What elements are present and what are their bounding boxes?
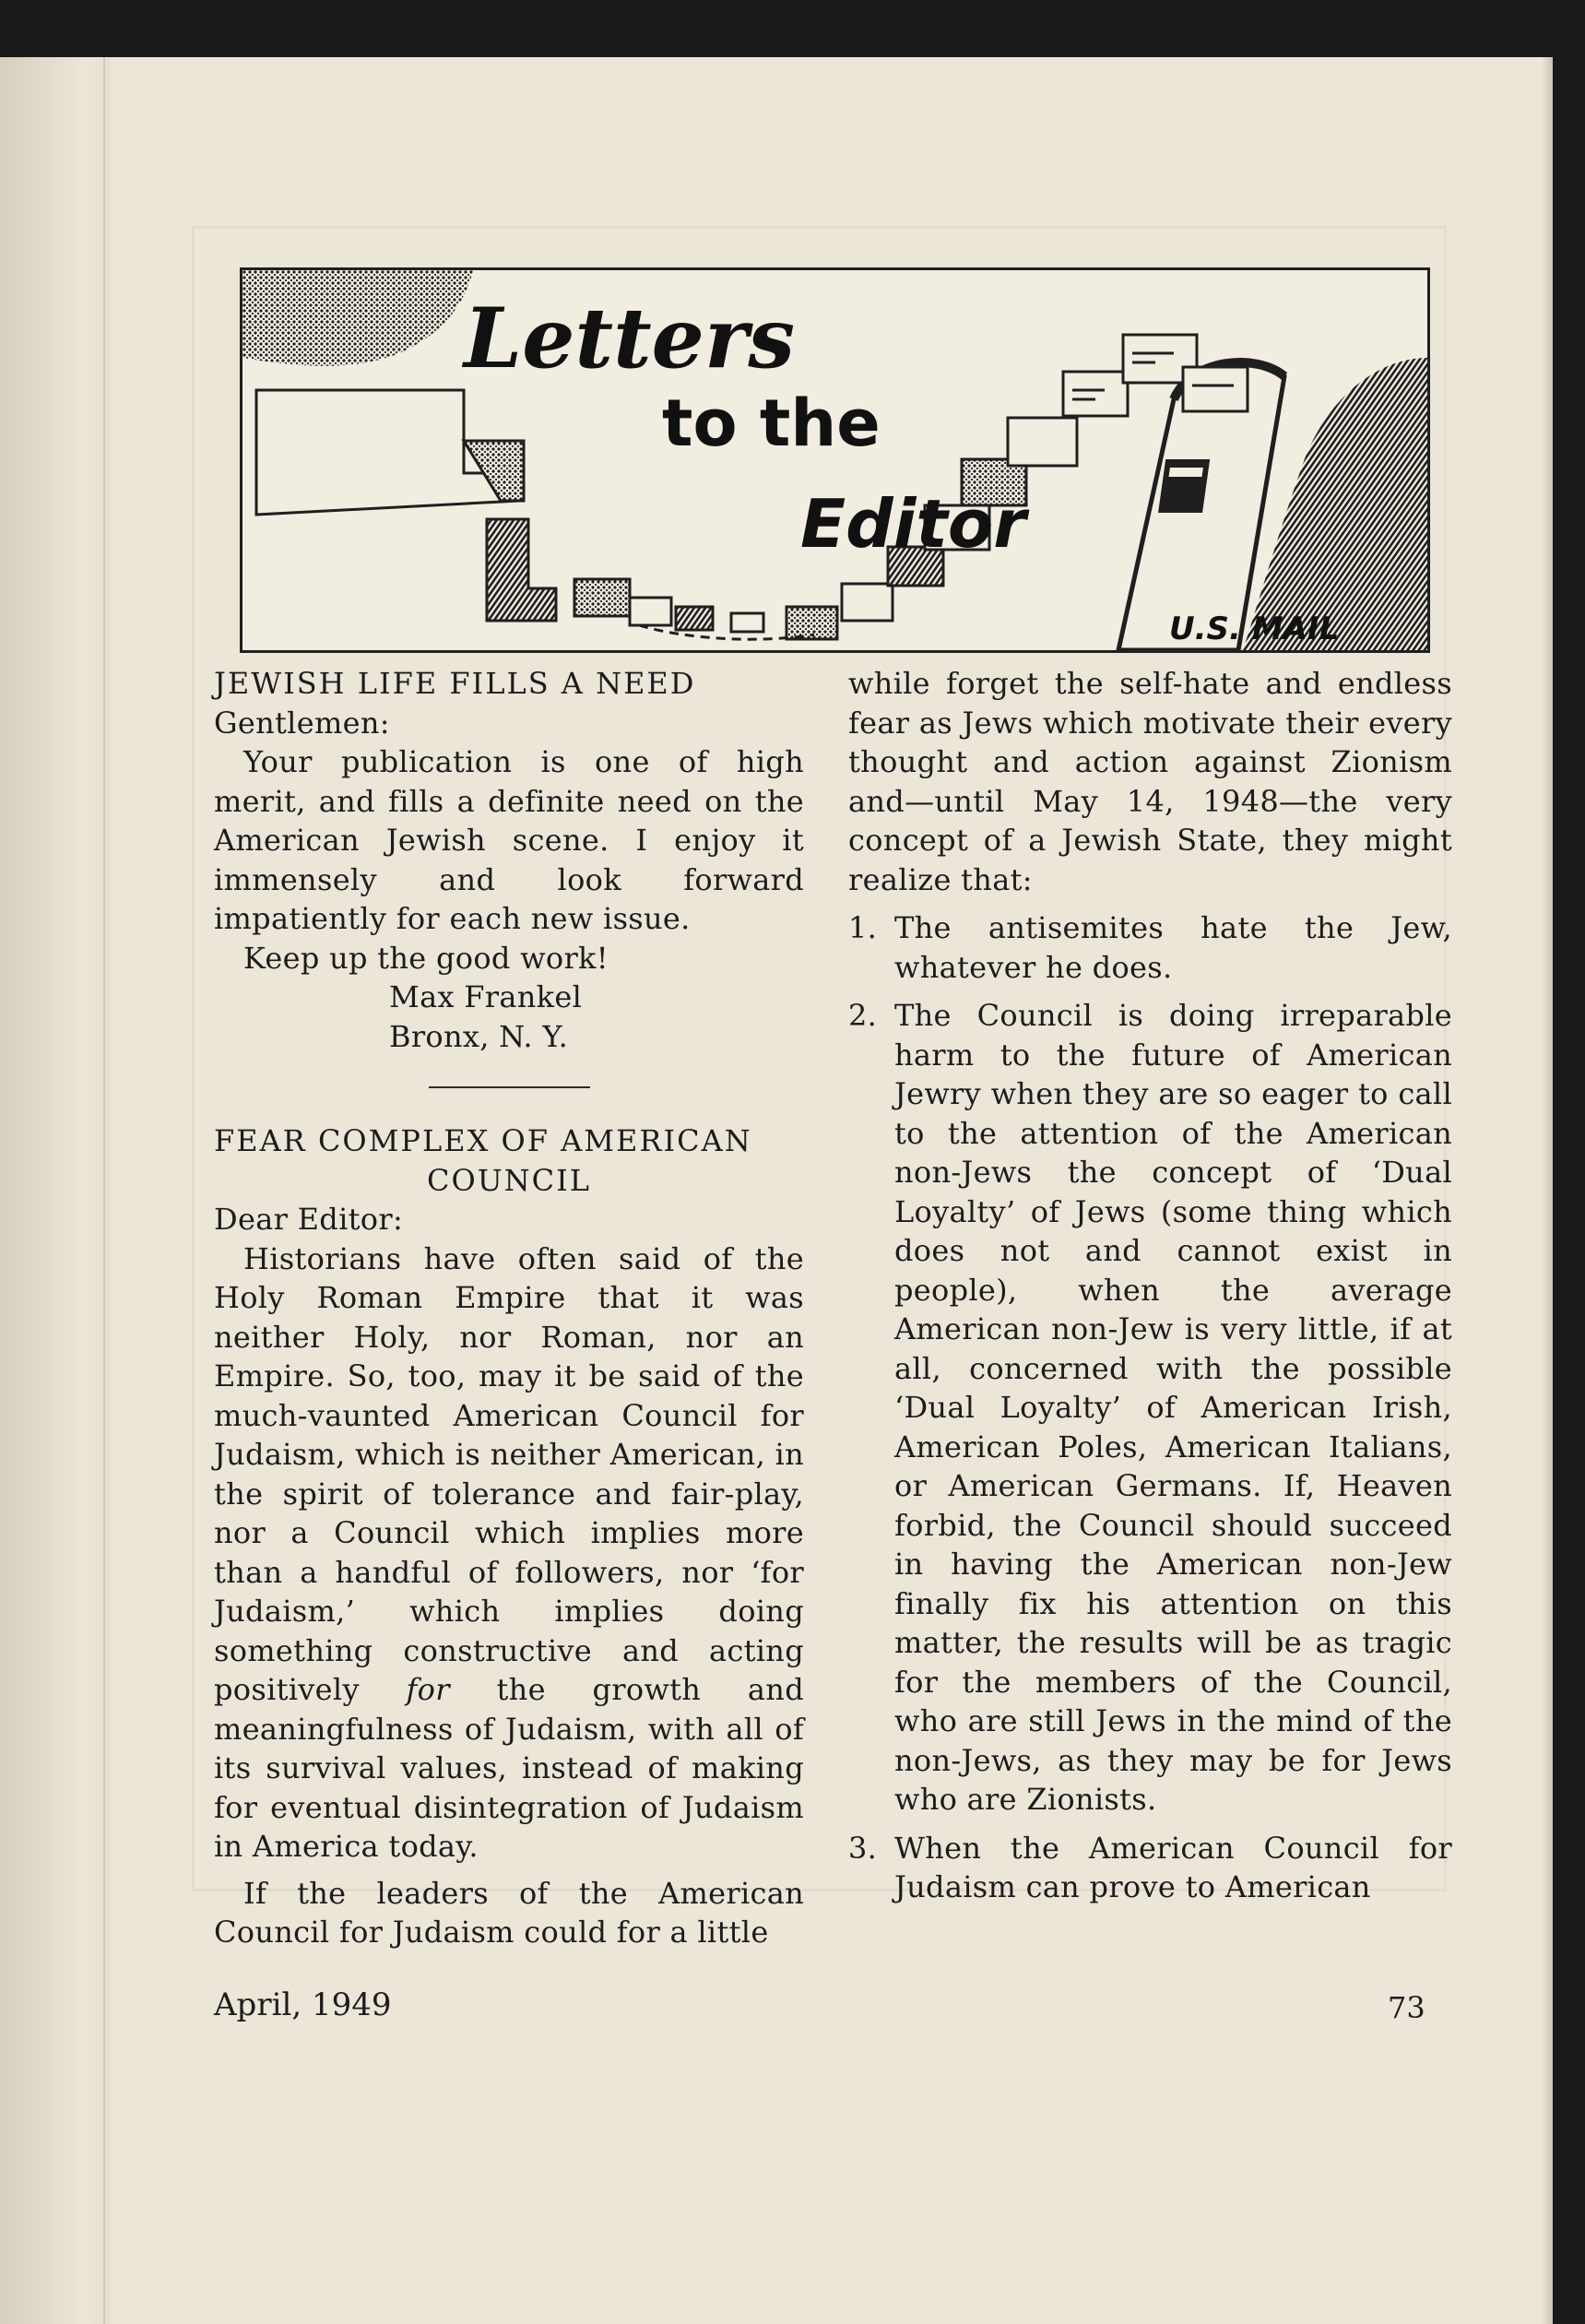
letter2-para2-continued: while forget the self-hate and endless fear as Jews which motivate their every thought and action against Zionism and—until May 14, 1948—the very concept of a Jewish State, they might realize that: xyxy=(848,666,1452,897)
letter2-para1 xyxy=(214,1239,804,1867)
letters-to-editor-banner xyxy=(240,267,1430,653)
point-1-text: The antisemites hate the Jew, whatever he does. xyxy=(894,910,1452,985)
page-edge xyxy=(1542,57,1553,2324)
point-2-text: The Council is doing irreparable harm to the future of American Jewry when they are so eager to call to the attention of the American non-Jews the concept of ‘Dual Loyalty’ of Jews (some thing which does not and cannot exist in people), when the average American non-Jew is very little, if at all, concerned with the possible ‘Dual Loyalty’ of American Irish, American Poles, American Italians, or American Germans. If, Heaven forbid, the Council should succeed in having the American non-Jew finally fix his attention on this matter, the results will be as tragic for the members of the Council, who are still Jews in the mind of the non-Jews, as they may be for Jews who are Zionists. xyxy=(894,998,1452,1817)
letter1-signature-name: Max Frankel xyxy=(389,979,583,1014)
point-1-number: 1. xyxy=(848,910,878,945)
letter2-para2-start: If the leaders of the American Council for Judaism could for a little xyxy=(214,1875,804,1950)
gutter-line xyxy=(103,57,105,2324)
letter1-body: Your publication is one of high merit, and fills a definite need on the American Jewish scene. I enjoy it immensely and look forward impatiently for each new issue. xyxy=(214,744,804,936)
point-2 xyxy=(848,996,1452,1820)
letter2-salutation: Dear Editor: xyxy=(214,1202,404,1237)
banner-illustration xyxy=(242,270,1427,650)
letter2-para1-emphasis: for xyxy=(406,1672,450,1707)
stipple-blob xyxy=(242,270,473,366)
letter2-heading-line2: COUNCIL xyxy=(426,1162,592,1198)
footer-date: April, 1949 xyxy=(214,1986,392,2023)
point-2-number: 2. xyxy=(848,998,878,1033)
letter2-para1-a: Historians have often said of the Holy Roman Empire that it was neither Holy, nor Roman, nor an Empire. So, too, may it be said of the much-vaunted American Council for Judaism, which is neither American, in the spirit of tolerance and fair-play, nor a Council which implies more than a handful of followers, nor ‘for Judaism,’ which implies doing something constructive and acting positively xyxy=(214,1240,804,1707)
point-1 xyxy=(848,908,1452,987)
banner-title-letters: Letters xyxy=(464,290,796,387)
letter2-heading-line1: FEAR COMPLEX OF AMERICAN xyxy=(214,1123,752,1158)
left-column xyxy=(214,664,804,1952)
right-column xyxy=(848,664,1452,1907)
letter1-closing: Keep up the good work! xyxy=(243,940,609,976)
page-number: 73 xyxy=(1388,1990,1425,2025)
mailbox-label: U.S. MAIL xyxy=(1169,611,1340,647)
point-3 xyxy=(848,1829,1452,1907)
letter1-salutation: Gentlemen: xyxy=(214,705,390,741)
binding-spine xyxy=(0,57,111,2324)
point-3-text: When the American Council for Judaism can prove to American xyxy=(894,1830,1452,1904)
point-3-number: 3. xyxy=(848,1830,878,1866)
section-divider xyxy=(429,1086,590,1088)
banner-title-editor: Editor xyxy=(800,485,1026,563)
letter2-para1-b: the growth and meaningfulness of Judaism, with all of its survival values, instead of making for eventual disintegration of Judaism in America today. xyxy=(214,1672,804,1864)
letter1-heading: JEWISH LIFE FILLS A NEED xyxy=(214,666,696,701)
banner-title-tothe: to the xyxy=(662,385,881,461)
letter1-signature-place: Bronx, N. Y. xyxy=(389,1018,569,1054)
